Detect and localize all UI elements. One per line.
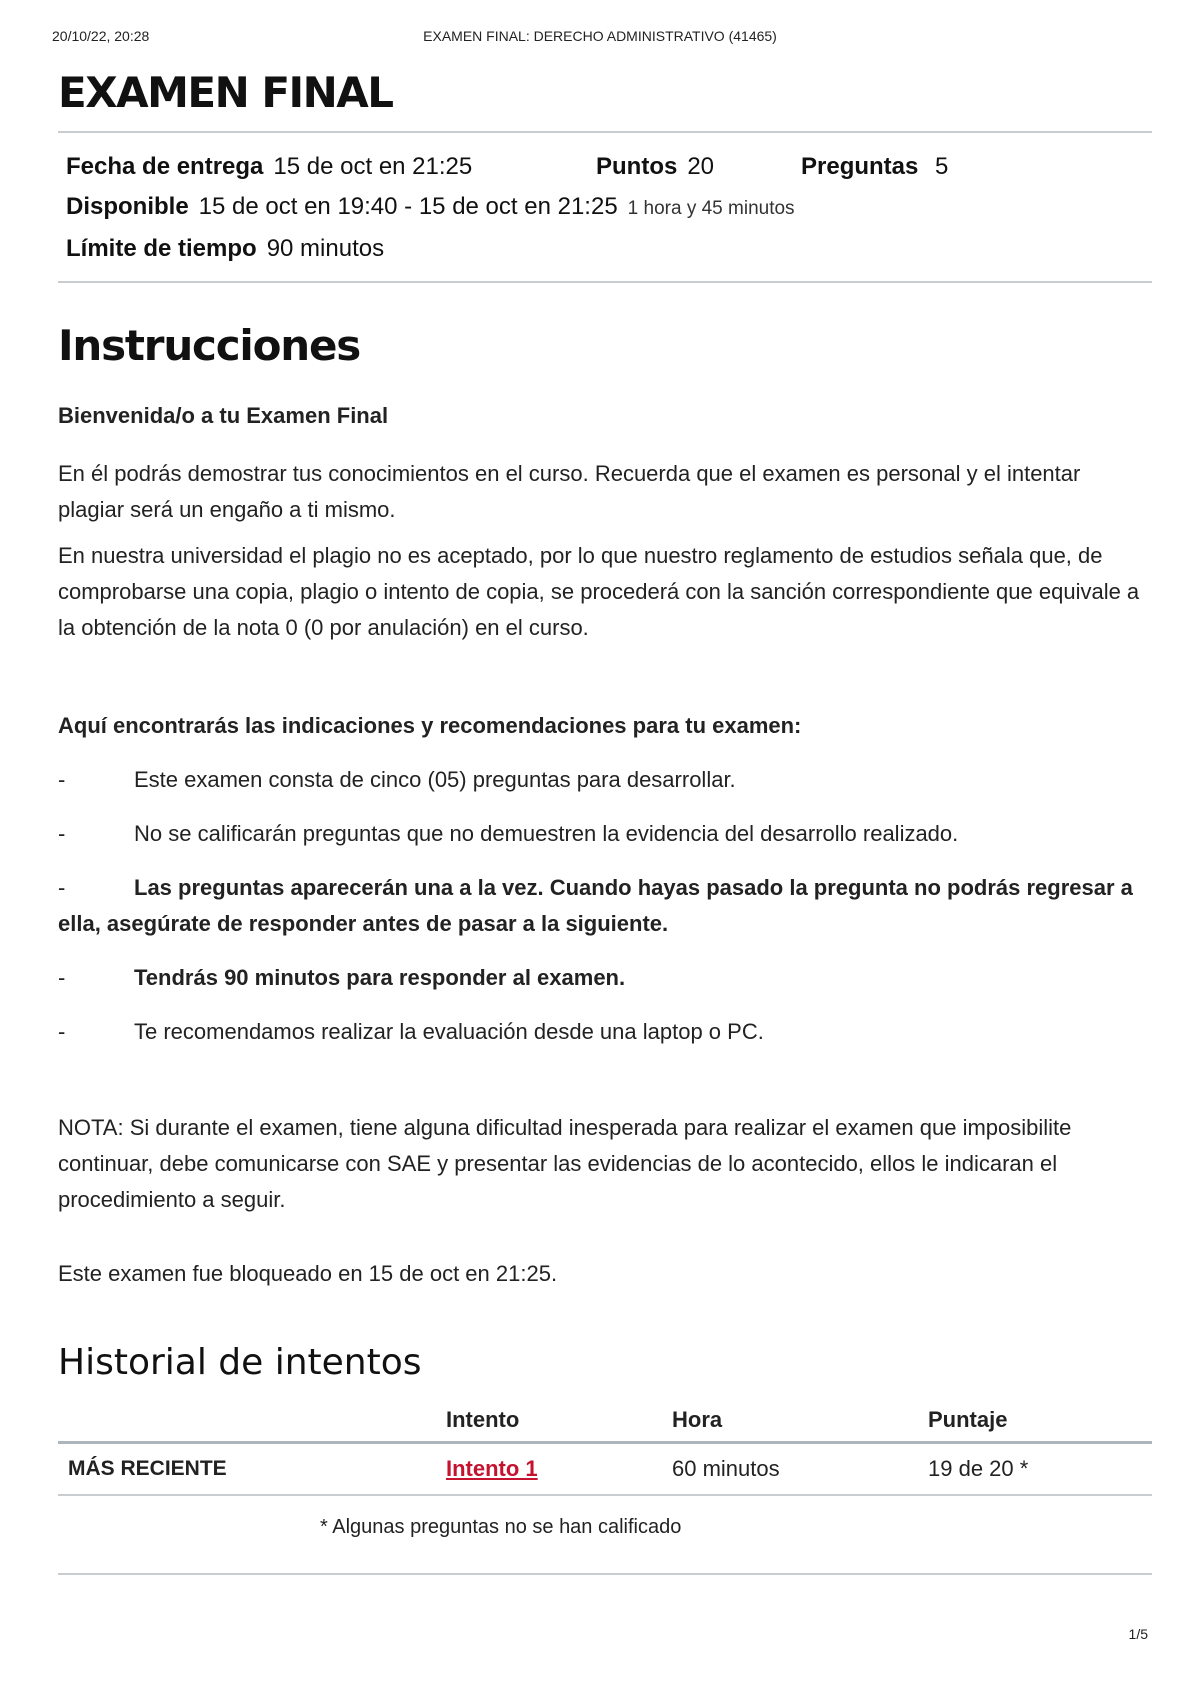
- questions-label: Preguntas: [801, 153, 919, 180]
- attempt-cell: [436, 1443, 662, 1496]
- divider: [58, 1573, 1152, 1575]
- list-item: [58, 870, 1152, 942]
- locked-notice: Este examen fue bloqueado en 15 de oct en 21:25.: [58, 1261, 558, 1286]
- list-item-text: Te recomendamos realizar la evaluación desde una laptop o PC.: [134, 1019, 764, 1044]
- points-label: Puntos: [596, 153, 678, 180]
- note-paragraph: NOTA: Si durante el examen, tiene alguna dificultad inesperada para realizar el examen que imposibilite continuar, debe comunicarse con SAE y presentar las evidencias de lo acontecido, ellos le indicaran el procedimiento a seguir.: [58, 1115, 1072, 1212]
- instructions-heading: Instrucciones: [58, 321, 361, 370]
- bullet-dash: -: [58, 1019, 66, 1044]
- available-value: 15 de oct en 19:40 - 15 de oct en 21:25: [198, 193, 618, 220]
- due-label: Fecha de entrega: [66, 153, 264, 180]
- available-label: Disponible: [66, 193, 189, 220]
- column-header-attempt: Intento: [436, 1401, 662, 1443]
- welcome-text: Bienvenida/o a tu Examen Final: [58, 403, 389, 428]
- table-header-row: [58, 1401, 1152, 1443]
- available-duration: 1 hora y 45 minutos: [627, 198, 795, 219]
- score-cell: 19 de 20 *: [918, 1443, 1152, 1496]
- page-title: EXAMEN FINAL: [58, 68, 393, 117]
- time-limit-label: Límite de tiempo: [66, 235, 257, 262]
- history-heading: Historial de intentos: [58, 1342, 422, 1383]
- column-header: [58, 1401, 436, 1443]
- column-header-score: Puntaje: [918, 1401, 1152, 1443]
- questions-value: 5: [935, 153, 949, 180]
- intro-paragraph-1: En él podrás demostrar tus conocimientos en el curso. Recuerda que el examen es personal y el intentar plagiar será un engaño a ti mismo.: [58, 461, 1081, 522]
- bullet-dash: -: [58, 875, 66, 900]
- divider: [58, 281, 1152, 283]
- print-document-title: EXAMEN FINAL: DERECHO ADMINISTRATIVO (41465): [423, 28, 777, 44]
- page-number: 1/5: [1128, 1626, 1148, 1642]
- list-item-text: Las preguntas aparecerán una a la vez. Cuando hayas pasado la pregunta no podrás regresar a ella, asegúrate de responder antes de pasar a la siguiente.: [58, 875, 1133, 936]
- indications-heading: Aquí encontrarás las indicaciones y recomendaciones para tu examen:: [58, 713, 802, 738]
- list-item: [58, 960, 1152, 996]
- list-item: [58, 816, 1152, 852]
- exam-details: [58, 133, 1152, 281]
- bullet-dash: -: [58, 965, 66, 990]
- points-value: 20: [687, 153, 715, 180]
- attempt-link[interactable]: Intento 1: [446, 1456, 538, 1481]
- intro-paragraph-2: En nuestra universidad el plagio no es aceptado, por lo que nuestro reglamento de estudios señala que, de comprobarse una copia, plagio o intento de copia, se procederá con la sanción correspondiente que equivale a la obtención de la nota 0 (0 por anulación) en el curso.: [58, 543, 1140, 640]
- time-limit-value: 90 minutos: [266, 235, 385, 262]
- column-header-time: Hora: [662, 1401, 918, 1443]
- list-item-text: Tendrás 90 minutos para responder al examen.: [134, 965, 626, 990]
- list-item: [58, 762, 1152, 798]
- bullet-dash: -: [58, 767, 66, 792]
- due-value: 15 de oct en 21:25: [273, 153, 473, 180]
- attempts-table: [58, 1401, 1152, 1496]
- time-cell: 60 minutos: [662, 1443, 918, 1496]
- bullet-dash: -: [58, 821, 66, 846]
- row-label: MÁS RECIENTE: [58, 1443, 436, 1496]
- main-content: [58, 60, 1152, 1575]
- footnote: * Algunas preguntas no se han calificado: [320, 1516, 682, 1538]
- list-item-text: No se calificarán preguntas que no demuestren la evidencia del desarrollo realizado.: [134, 821, 959, 846]
- list-item: [58, 1014, 1152, 1050]
- print-date: 20/10/22, 20:28: [52, 28, 150, 44]
- table-row: [58, 1443, 1152, 1496]
- list-item-text: Este examen consta de cinco (05) preguntas para desarrollar.: [134, 767, 736, 792]
